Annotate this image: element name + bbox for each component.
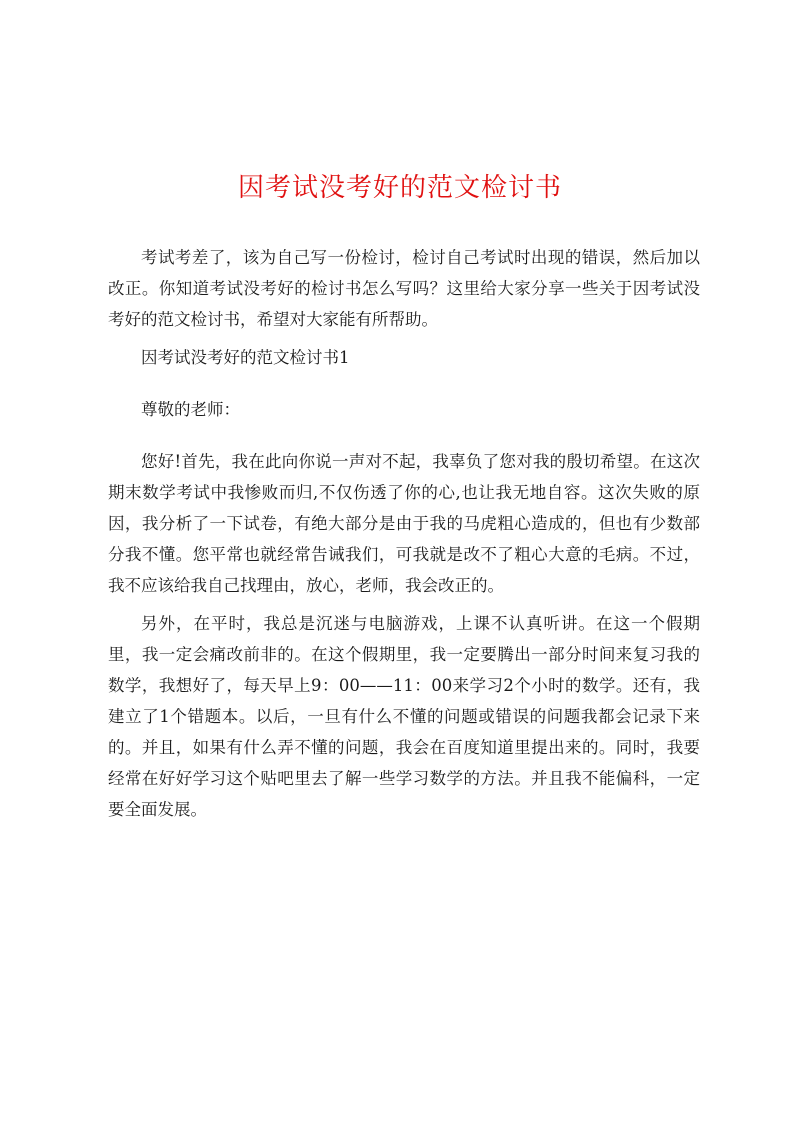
section-heading: 因考试没考好的范文检讨书1 (141, 348, 350, 367)
salutation: 尊敬的老师： (141, 400, 240, 419)
body-paragraph-apology: 您好!首先，我在此向你说一声对不起，我辜负了您对我的殷切希望。在这次期末数学考试中我惨败而归,不仅伤透了你的心,也让我无地自容。这次失败的原因，我分析了一下试卷，有绝大部分是由于我的马虎粗心造成的，但也有少数部分我不懂。您平常也就经常告诫我们，可我就是改不了粗心大意的毛病。不过，我不应该给我自己找理由，放心，老师，我会改正的。 (108, 452, 700, 595)
document-body (108, 242, 700, 832)
document-title: 因考试没考好的范文检讨书 (237, 173, 562, 203)
body-paragraph-plan: 另外，在平时，我总是沉迷与电脑游戏，上课不认真听讲。在这一个假期里，我一定会痛改前非的。在这个假期里，我一定要腾出一部分时间来复习我的数学，我想好了，每天早上9：00——11：00来学习2个小时的数学。还有，我建立了1个错题本。以后，一旦有什么不懂的问题或错误的问题我都会记录下来的。并且，如果有什么弄不懂的问题，我会在百度知道里提出来的。同时，我要经常在好好学习这个贴吧里去了解一些学习数学的方法。并且我不能偏科，一定要全面发展。 (108, 614, 700, 819)
intro-paragraph: 考试考差了，该为自己写一份检讨，检讨自己考试时出现的错误，然后加以改正。你知道考试没考好的检讨书怎么写吗？这里给大家分享一些关于因考试没考好的范文检讨书，希望对大家能有所帮助。 (108, 248, 700, 329)
